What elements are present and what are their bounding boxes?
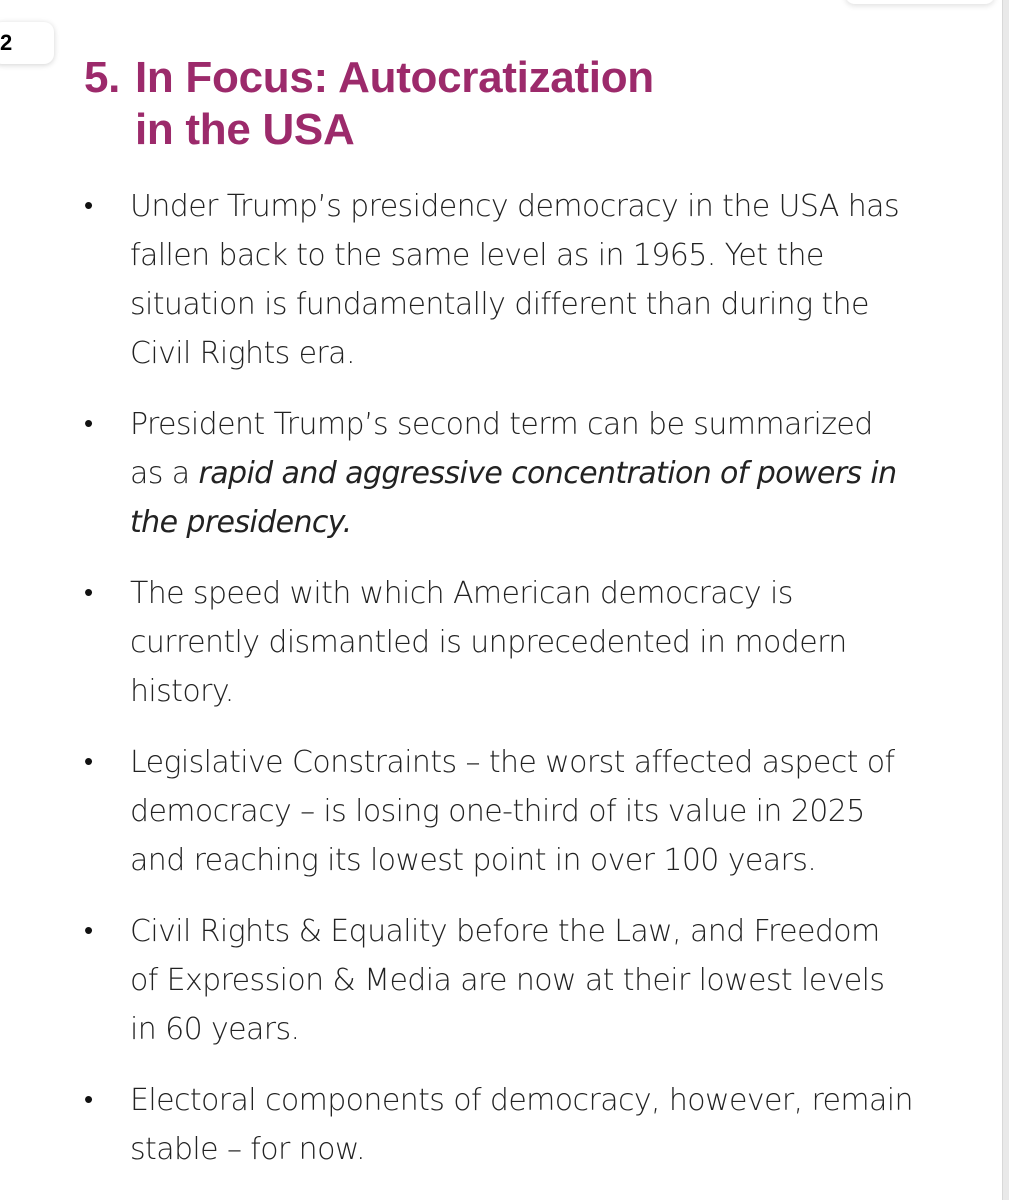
list-item: [84, 182, 914, 378]
list-item: [84, 907, 914, 1054]
top-toolbar-edge: [845, 0, 995, 4]
bullet-icon: •: [84, 1085, 93, 1115]
bullet-icon: •: [84, 916, 93, 946]
section-number: 5.: [84, 53, 121, 102]
bullet-text: The speed with which American democracy is currently dismantled is unprecedented in modern history.: [130, 576, 847, 709]
bullet-text: Legislative Constraints – the worst affected aspect of democracy – is losing one-third of its value in 2025 and reaching its lowest point in over 100 years.: [130, 745, 895, 878]
list-item: [84, 1076, 914, 1174]
bullet-text: [130, 407, 897, 540]
section-heading: [84, 52, 654, 156]
bullet-list: [84, 182, 914, 1196]
scrollbar-track[interactable]: [1002, 0, 1009, 1200]
list-item: [84, 738, 914, 885]
list-item: [84, 400, 914, 547]
bullet-text: Electoral components of democracy, however, remain stable – for now.: [130, 1083, 913, 1167]
list-item: [84, 569, 914, 716]
bullet-text-regular: President Trump’s second term can be summarized as a: [130, 407, 873, 491]
bullet-icon: •: [84, 578, 93, 608]
bullet-text-italic: rapid and aggressive concentration of powers in the presidency.: [130, 456, 897, 540]
bullet-icon: •: [84, 409, 93, 439]
heading-line-1: In Focus: Autocratization: [135, 53, 654, 102]
bullet-icon: •: [84, 747, 93, 777]
bullet-text: Under Trump’s presidency democracy in the USA has fallen back to the same level as in 1965. Yet the situation is fundamentally different than during the Civil Rights era.: [130, 189, 899, 371]
bullet-text: Civil Rights & Equality before the Law, and Freedom of Expression & Media are now at their lowest levels in 60 years.: [130, 914, 885, 1047]
bullet-icon: •: [84, 191, 93, 221]
page-number: 2: [0, 30, 13, 55]
heading-line-2: in the USA: [135, 105, 355, 154]
